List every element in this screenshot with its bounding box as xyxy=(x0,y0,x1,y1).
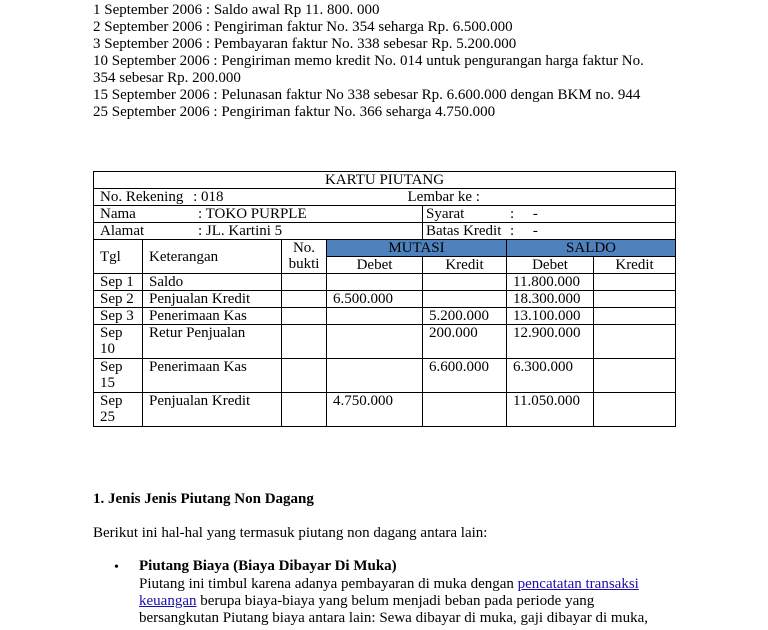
body-text: Piutang ini timbul karena adanya pembayaran di muka dengan xyxy=(139,576,518,592)
header-mutasi-kredit: Kredit xyxy=(423,257,507,274)
transaction-line: 3 September 2006 : Pembayaran faktur No. 338 sebesar Rp. 5.200.000 xyxy=(93,36,517,52)
cell-saldo-kredit xyxy=(594,291,676,308)
cell-saldo-debet: 11.050.000 xyxy=(507,393,594,427)
transaction-line: 15 September 2006 : Pelunasan faktur No 338 sebesar Rp. 6.600.000 dengan BKM no. 944 xyxy=(93,87,641,103)
cell-saldo-debet: 18.300.000 xyxy=(507,291,594,308)
cell-keterangan: Penjualan Kredit xyxy=(143,291,282,308)
table-row xyxy=(94,308,676,325)
table-row xyxy=(94,359,676,393)
nama-cell xyxy=(94,206,423,223)
cell-kredit: 200.000 xyxy=(423,325,507,359)
body-text: bersangkutan Piutang biaya antara lain: Sewa dibayar di muka, gaji dibayar di muka, xyxy=(139,610,649,626)
card-title: KARTU PIUTANG xyxy=(94,172,676,189)
cell-debet xyxy=(327,308,423,325)
cell-kredit: 6.600.000 xyxy=(423,359,507,393)
transaction-list xyxy=(93,2,693,121)
header-no-bukti-line2: bukti xyxy=(288,256,320,272)
cell-debet xyxy=(327,325,423,359)
cell-saldo-debet: 11.800.000 xyxy=(507,274,594,291)
header-saldo: SALDO xyxy=(507,240,676,257)
bullet-title: Piutang Biaya (Biaya Dibayar Di Muka) xyxy=(139,558,397,574)
cell-keterangan: Penerimaan Kas xyxy=(143,359,282,393)
transaction-line: 1 September 2006 : Saldo awal Rp 11. 800. 000 xyxy=(93,2,380,18)
rekening-value: : 018 xyxy=(193,189,224,205)
nama-value: : TOKO PURPLE xyxy=(198,206,307,222)
cell-bukti xyxy=(282,393,327,427)
cell-keterangan: Penjualan Kredit xyxy=(143,393,282,427)
header-keterangan: Keterangan xyxy=(143,240,282,274)
cell-kredit xyxy=(423,274,507,291)
syarat-cell xyxy=(423,206,676,223)
table-row xyxy=(94,325,676,359)
pencatatan-transaksi-link[interactable]: pencatatan transaksi xyxy=(517,576,639,592)
cell-bukti xyxy=(282,274,327,291)
cell-saldo-kredit xyxy=(594,393,676,427)
cell-debet: 4.750.000 xyxy=(327,393,423,427)
cell-bukti xyxy=(282,325,327,359)
cell-kredit xyxy=(423,291,507,308)
cell-saldo-debet: 13.100.000 xyxy=(507,308,594,325)
batas-cell xyxy=(423,223,676,240)
transaction-line: 2 September 2006 : Pengiriman faktur No. 354 seharga Rp. 6.500.000 xyxy=(93,19,513,35)
cell-debet: 6.500.000 xyxy=(327,291,423,308)
rekening-label: No. Rekening xyxy=(100,189,184,205)
cell-tgl: Sep 1 xyxy=(94,274,143,291)
body-text: berupa biaya-biaya yang belum menjadi beban pada periode yang xyxy=(196,593,595,609)
bullet-marker: • xyxy=(114,560,119,575)
table-row xyxy=(94,393,676,427)
nama-label: Nama xyxy=(100,206,136,222)
section-heading: 1. Jenis Jenis Piutang Non Dagang xyxy=(93,491,314,507)
cell-debet xyxy=(327,274,423,291)
keuangan-link[interactable]: keuangan xyxy=(139,593,197,609)
cell-kredit xyxy=(423,393,507,427)
cell-debet xyxy=(327,359,423,393)
header-mutasi-debet: Debet xyxy=(327,257,423,274)
header-mutasi: MUTASI xyxy=(327,240,507,257)
batas-label: Batas Kredit xyxy=(426,223,502,239)
rekening-cell xyxy=(94,189,423,206)
transaction-line: 25 September 2006 : Pengiriman faktur No. 366 seharga 4.750.000 xyxy=(93,104,496,120)
alamat-value: : JL. Kartini 5 xyxy=(198,223,283,239)
batas-value: : - xyxy=(510,223,538,239)
cell-bukti xyxy=(282,291,327,308)
header-no-bukti xyxy=(282,240,327,274)
table-row xyxy=(94,291,676,308)
transaction-line: 10 September 2006 : Pengiriman memo kredit No. 014 untuk pengurangan harga faktur No. 354 sebesar Rp. 200.000 xyxy=(93,53,644,86)
alamat-cell xyxy=(94,223,423,240)
cell-saldo-debet: 12.900.000 xyxy=(507,325,594,359)
cell-tgl: Sep 15 xyxy=(94,359,143,393)
kartu-piutang-table xyxy=(93,171,676,427)
cell-keterangan: Penerimaan Kas xyxy=(143,308,282,325)
header-saldo-kredit: Kredit xyxy=(594,257,676,274)
bullet-body xyxy=(139,576,669,627)
cell-tgl: Sep 10 xyxy=(94,325,143,359)
cell-saldo-kredit xyxy=(594,308,676,325)
cell-saldo-debet: 6.300.000 xyxy=(507,359,594,393)
cell-tgl: Sep 2 xyxy=(94,291,143,308)
cell-keterangan: Retur Penjualan xyxy=(143,325,282,359)
cell-bukti xyxy=(282,308,327,325)
syarat-label: Syarat xyxy=(426,206,465,222)
cell-keterangan: Saldo xyxy=(143,274,282,291)
cell-tgl: Sep 3 xyxy=(94,308,143,325)
lembar-cell xyxy=(407,189,676,206)
header-tgl: Tgl xyxy=(94,240,143,274)
lembar-label: Lembar ke : xyxy=(407,189,480,205)
syarat-value: : - xyxy=(510,206,538,222)
cell-saldo-kredit xyxy=(594,359,676,393)
table-row xyxy=(94,274,676,291)
intro-paragraph: Berikut ini hal-hal yang termasuk piutang non dagang antara lain: xyxy=(93,525,488,541)
cell-saldo-kredit xyxy=(594,325,676,359)
cell-kredit: 5.200.000 xyxy=(423,308,507,325)
header-saldo-debet: Debet xyxy=(507,257,594,274)
cell-bukti xyxy=(282,359,327,393)
header-no-bukti-line1: No. xyxy=(292,240,316,256)
alamat-label: Alamat xyxy=(100,223,145,239)
cell-saldo-kredit xyxy=(594,274,676,291)
cell-tgl: Sep 25 xyxy=(94,393,143,427)
